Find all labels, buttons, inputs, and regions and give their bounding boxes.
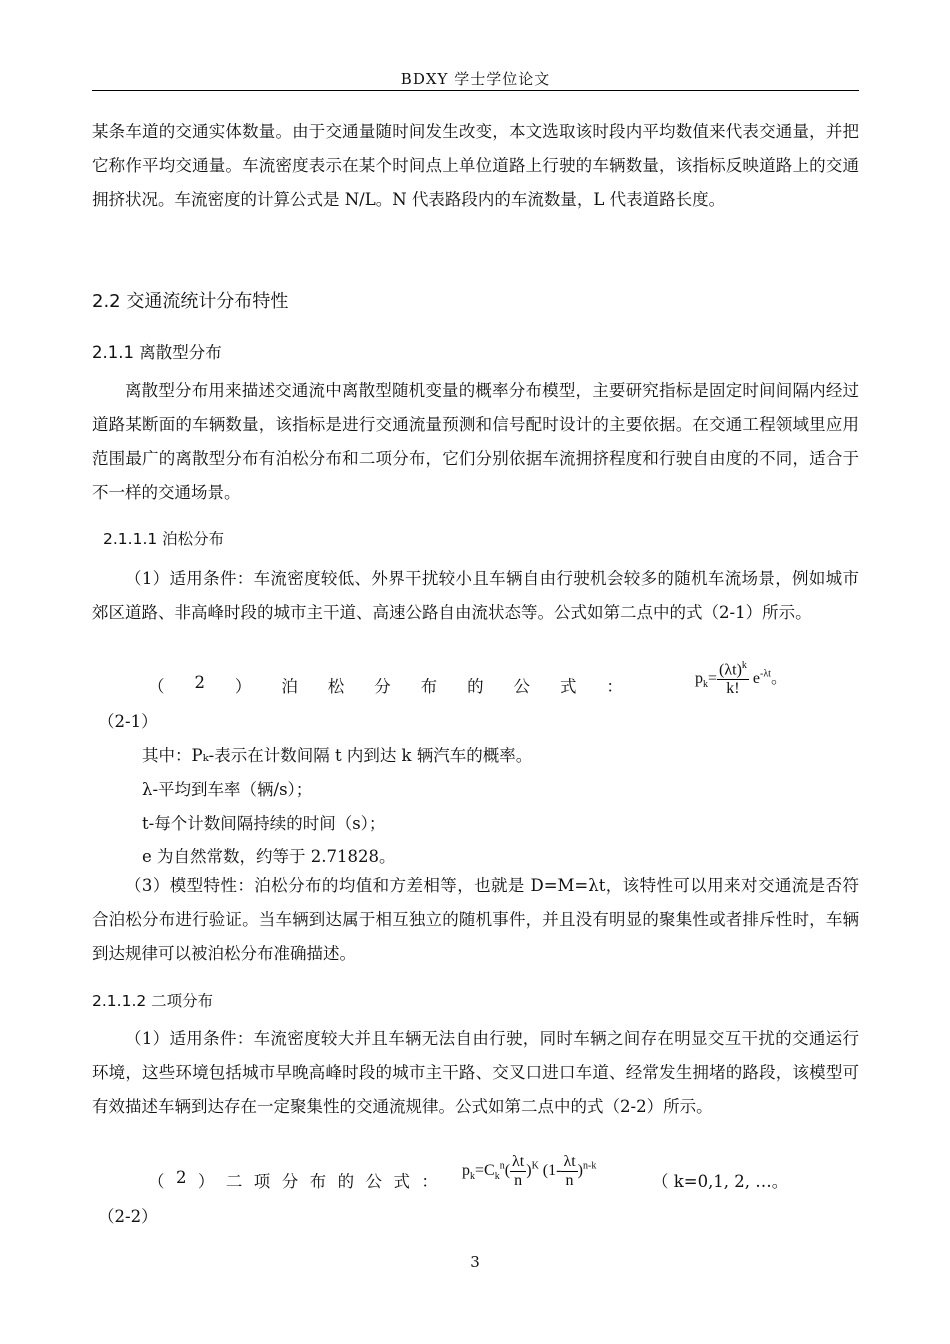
paragraph-binomial-conditions: （1）适用条件：车流密度较大并且车辆无法自由行驶，同时车辆之间存在明显交互干扰的交通运行环境，这些环境包括城市早晚高峰时段的城市主干路、交叉口进口车道、经常发生拥堵的路段，该模型可有效描述车辆到达存在一定聚集性的交通流规律。公式如第二点中的式（2-2）所示。 (92, 1029, 859, 1116)
binomial-formula: $p_k=C_k^n$( $\frac{\lambda t}{n}$ )$^K$ (1- $\frac{\lambda t}{n}$ )$^{n-k}$ (462, 1153, 597, 1189)
section-heading-2-2: 2.2 交通流统计分布特性 (92, 291, 289, 312)
paragraph-poisson-model: （3）模型特性：泊松分布的均值和方差相等，也就是 D=M=λt，该特性可以用来对交通流是否符合泊松分布进行验证。当车辆到达属于相互独立的随机事件，并且没有明显的聚集性或者排斥性时，车辆到达规律可以被泊松分布准确描述。 (92, 876, 859, 963)
paragraph-poisson-conditions: （1）适用条件：车流密度较低、外界干扰较小且车辆自由行驶机会较多的随机车流场景，例如城市郊区道路、非高峰时段的城市主干道、高速公路自由流状态等。公式如第二点中的式（2-1）所示。 (92, 569, 859, 622)
section-heading-binomial: 2.1.1.2 二项分布 (92, 992, 214, 1010)
poisson-where-1: 其中：Pₖ-表示在计数间隔 t 内到达 k 辆汽车的概率。 (142, 746, 533, 765)
section-heading-poisson: 2.1.1.1 泊松分布 (103, 530, 225, 548)
poisson-where-3: t-每个计数间隔持续的时间（s）； (142, 814, 386, 833)
poisson-formula: $p_k=$ $\frac{(\lambda t)^k}{k!}$ $e^{-\lambda t}$。 (695, 660, 787, 698)
header-rule (92, 90, 859, 91)
page-number: 3 (470, 1253, 480, 1271)
paragraph-discrete-distribution: 离散型分布用来描述交通流中离散型随机变量的概率分布模型，主要研究指标是固定时间间隔内经过道路某断面的车辆数量，该指标是进行交通流量预测和信号配时设计的主要依据。在交通工程领域里应用范围最广的离散型分布有泊松分布和二项分布，它们分别依据车流拥挤程度和行驶自由度的不同，适合于不一样的交通场景。 (92, 381, 859, 502)
poisson-where-4: e 为自然常数，约等于 2.71828。 (142, 847, 396, 866)
poisson-formula-label: （ 2 ） 泊 松 分 布 的 公 式 ： (148, 673, 623, 696)
binomial-formula-label: （ 2 ） 二 项 分 布 的 公 式 ： (148, 1168, 438, 1191)
section-heading-2-1-1: 2.1.1 离散型分布 (92, 343, 222, 362)
poisson-where-2: λ-平均到车率（辆/s）； (142, 780, 313, 799)
binomial-formula-tail: （ k=0,1, 2, …。 (652, 1172, 789, 1191)
page-header: BDXY 学士学位论文 (400, 70, 551, 88)
poisson-equation-number: （2-1） (98, 712, 158, 731)
paragraph-traffic-volume: 某条车道的交通实体数量。由于交通量随时间发生改变，本文选取该时段内平均数值来代表交通量，并把它称作平均交通量。车流密度表示在某个时间点上单位道路上行驶的车辆数量，该指标反映道路上的交通拥挤状况。车流密度的计算公式是 N/L。N 代表路段内的车流数量，L 代表道路长度。 (92, 122, 859, 209)
binomial-equation-number: （2-2） (98, 1207, 158, 1226)
